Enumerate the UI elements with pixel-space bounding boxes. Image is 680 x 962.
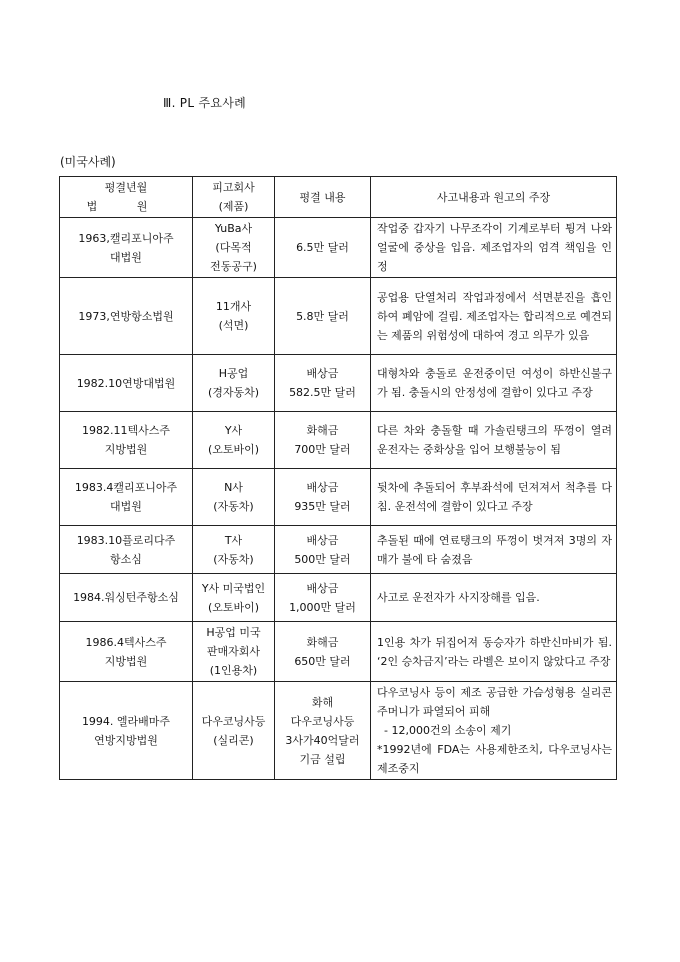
section-heading: Ⅲ. PL 주요사례 [163,96,247,110]
table-header-row [60,177,617,218]
verdict-cell-line: 배상금 [306,367,339,380]
defendant-cell [193,278,275,355]
verdict-cell-line: 650만 달러 [294,654,351,668]
table-row [60,622,617,682]
content-cell-line: 사고로 운전자가 사지장해를 입음. [377,591,540,604]
defendant-cell [193,412,275,469]
table-row [60,412,617,469]
content-cell-line: *1992년에 FDA는 사용제한조치, 다우코닝사는 제조중지 [377,743,616,775]
verdict-cell-line: 500만 달러 [294,552,351,566]
court-cell-line: 1984.워싱턴주항소심 [73,591,179,604]
content-cell [371,622,617,682]
content-cell-line: 공업용 단열처리 작업과정에서 석면분진을 흡인하여 폐암에 걸림. 제조업자는 합리적으로 예견되는 제품의 위험성에 대하여 경고 의무가 있음 [377,290,612,342]
defendant-cell [193,622,275,682]
court-cell [60,278,193,355]
content-cell [371,278,617,355]
court-cell-line: 지방법원 [104,443,148,456]
court-cell [60,574,193,622]
content-cell-line: 뒷차에 추돌되어 후부좌석에 던져져서 척추를 다침. 운전석에 결함이 있다고 주장 [377,481,612,513]
defendant-cell-line: YuBa사 [214,222,253,235]
verdict-cell-line: 582.5만 달러 [289,386,356,399]
content-cell-line: 다우코닝사 등이 제조 공급한 가슴성형용 실리콘 주머니가 파열되어 피해 [377,686,616,718]
header-line: (제품) [218,200,249,213]
court-cell [60,355,193,412]
defendant-cell-line: 판매자회사 [206,645,261,658]
verdict-cell [275,218,371,278]
verdict-cell [275,682,371,780]
content-cell [371,412,617,469]
verdict-cell-line: 935만 달러 [294,500,351,513]
verdict-cell-line: 화해 [311,695,334,709]
defendant-cell-line: (자동차) [213,552,254,566]
verdict-cell [275,355,371,412]
court-cell-line: 1983.10플로리다주 [76,533,176,547]
table-row [60,469,617,526]
header-line: 평결년월 [104,181,148,194]
court-cell [60,682,193,780]
defendant-cell-line: (1인용차) [209,664,258,677]
header-line: 평결 내용 [299,190,346,204]
defendant-cell-line: Y사 [224,424,243,437]
header-content [371,177,617,218]
verdict-cell-line: 배상금 [306,481,339,494]
defendant-cell-line: (다목적 [215,241,252,254]
court-cell-line: 1982.11텍사스주 [82,424,170,437]
verdict-cell-line: 5.8만 달러 [296,309,349,323]
table-row [60,278,617,355]
court-cell-line: 지방법원 [104,654,148,668]
court-cell-line: 연방지방법원 [94,733,158,747]
defendant-cell-line: (실리콘) [213,733,254,747]
verdict-cell-line: 700만 달러 [294,443,351,456]
content-cell [371,526,617,574]
defendant-cell-line: T사 [224,533,243,547]
verdict-cell [275,469,371,526]
court-cell-line: 1973,연방항소법원 [78,309,174,323]
header-court-date [60,177,193,218]
defendant-cell [193,355,275,412]
defendant-cell-line: 11개사 [215,300,252,313]
verdict-cell [275,622,371,682]
court-cell-line: 대법원 [110,500,142,513]
verdict-cell-line: 화해금 [306,424,339,437]
table-row [60,526,617,574]
defendant-cell-line: 다우코닝사등 [201,714,266,728]
content-cell-line: 대형차와 충돌로 운전중이던 여성이 하반신불구가 됨. 충돌시의 안정성에 결함이 있다고 주장 [377,367,612,399]
content-cell-line: 다른 차와 충돌할 때 가솔린탱크의 뚜껑이 열려 운전자는 중화상을 입어 보행불능이 됨 [377,424,616,456]
section-subheading: (미국사례) [60,155,116,169]
verdict-cell [275,278,371,355]
header-line: 법 원 [86,200,166,213]
defendant-cell-line: 전동공구) [210,260,257,273]
defendant-cell-line: (오토바이) [207,600,260,614]
defendant-cell-line: H공업 [218,367,249,380]
verdict-cell-line: 다우코닝사등 [290,714,355,728]
table-row [60,574,617,622]
defendant-cell-line: H공업 미국 [206,626,261,639]
defendant-cell-line: (경자동차) [207,386,260,399]
header-defendant [193,177,275,218]
header-line: 사고내용과 원고의 주장 [436,190,551,204]
defendant-cell [193,682,275,780]
content-cell [371,355,617,412]
court-cell [60,218,193,278]
court-cell-line: 1986.4텍사스주 [85,635,167,649]
defendant-cell-line: (오토바이) [207,443,260,456]
verdict-cell-line: 3사가40억달러 [285,733,360,747]
verdict-cell-line: 배상금 [306,533,339,547]
verdict-cell-line: 1,000만 달러 [289,600,356,614]
content-cell-line: 추돌된 때에 연료탱크의 뚜껑이 벗겨져 3명의 자매가 불에 타 숨졌음 [377,533,612,566]
verdict-cell [275,412,371,469]
court-cell-line: 대법원 [110,250,142,264]
court-cell-line: 항소심 [110,552,142,566]
court-cell [60,622,193,682]
content-cell-line: 1인용 차가 뒤집어져 동승자가 하반신마비가 됨. ‘2인 승차금지’라는 라벨은 보이지 않았다고 주장 [377,635,616,668]
defendant-cell-line: (석면) [218,319,249,332]
court-cell [60,526,193,574]
court-cell [60,412,193,469]
table-row [60,682,617,780]
content-cell [371,218,617,278]
verdict-cell-line: 6.5만 달러 [296,241,349,254]
content-cell [371,574,617,622]
verdict-cell-line: 화해금 [306,635,339,649]
table-row [60,218,617,278]
content-cell [371,682,617,780]
verdict-cell [275,526,371,574]
defendant-cell-line: (자동차) [213,500,254,513]
court-cell-line: 1983.4캘리포니아주 [74,481,178,494]
defendant-cell-line: Y사 미국법인 [201,581,266,595]
defendant-cell [193,574,275,622]
defendant-cell-line: N사 [224,481,243,494]
court-cell [60,469,193,526]
header-verdict [275,177,371,218]
court-cell-line: 1963,캘리포니아주 [78,231,174,245]
content-cell [371,469,617,526]
court-cell-line: 1982.10연방대법원 [76,376,176,390]
court-cell-line: 1994. 엘라배마주 [81,714,171,728]
defendant-cell [193,526,275,574]
table-row [60,355,617,412]
verdict-cell-line: 기금 설립 [299,752,346,766]
defendant-cell [193,218,275,278]
content-cell-line: 작업중 갑자기 나무조각이 기계로부터 튕겨 나와 얼굴에 중상을 입음. 제조업자의 엄격 책임을 인정 [377,222,616,273]
header-line: 피고회사 [212,181,255,194]
pl-cases-table [59,176,617,780]
verdict-cell-line: 배상금 [306,581,339,595]
defendant-cell [193,469,275,526]
verdict-cell [275,574,371,622]
content-cell-line: - 12,000건의 소송이 제기 [377,724,512,737]
